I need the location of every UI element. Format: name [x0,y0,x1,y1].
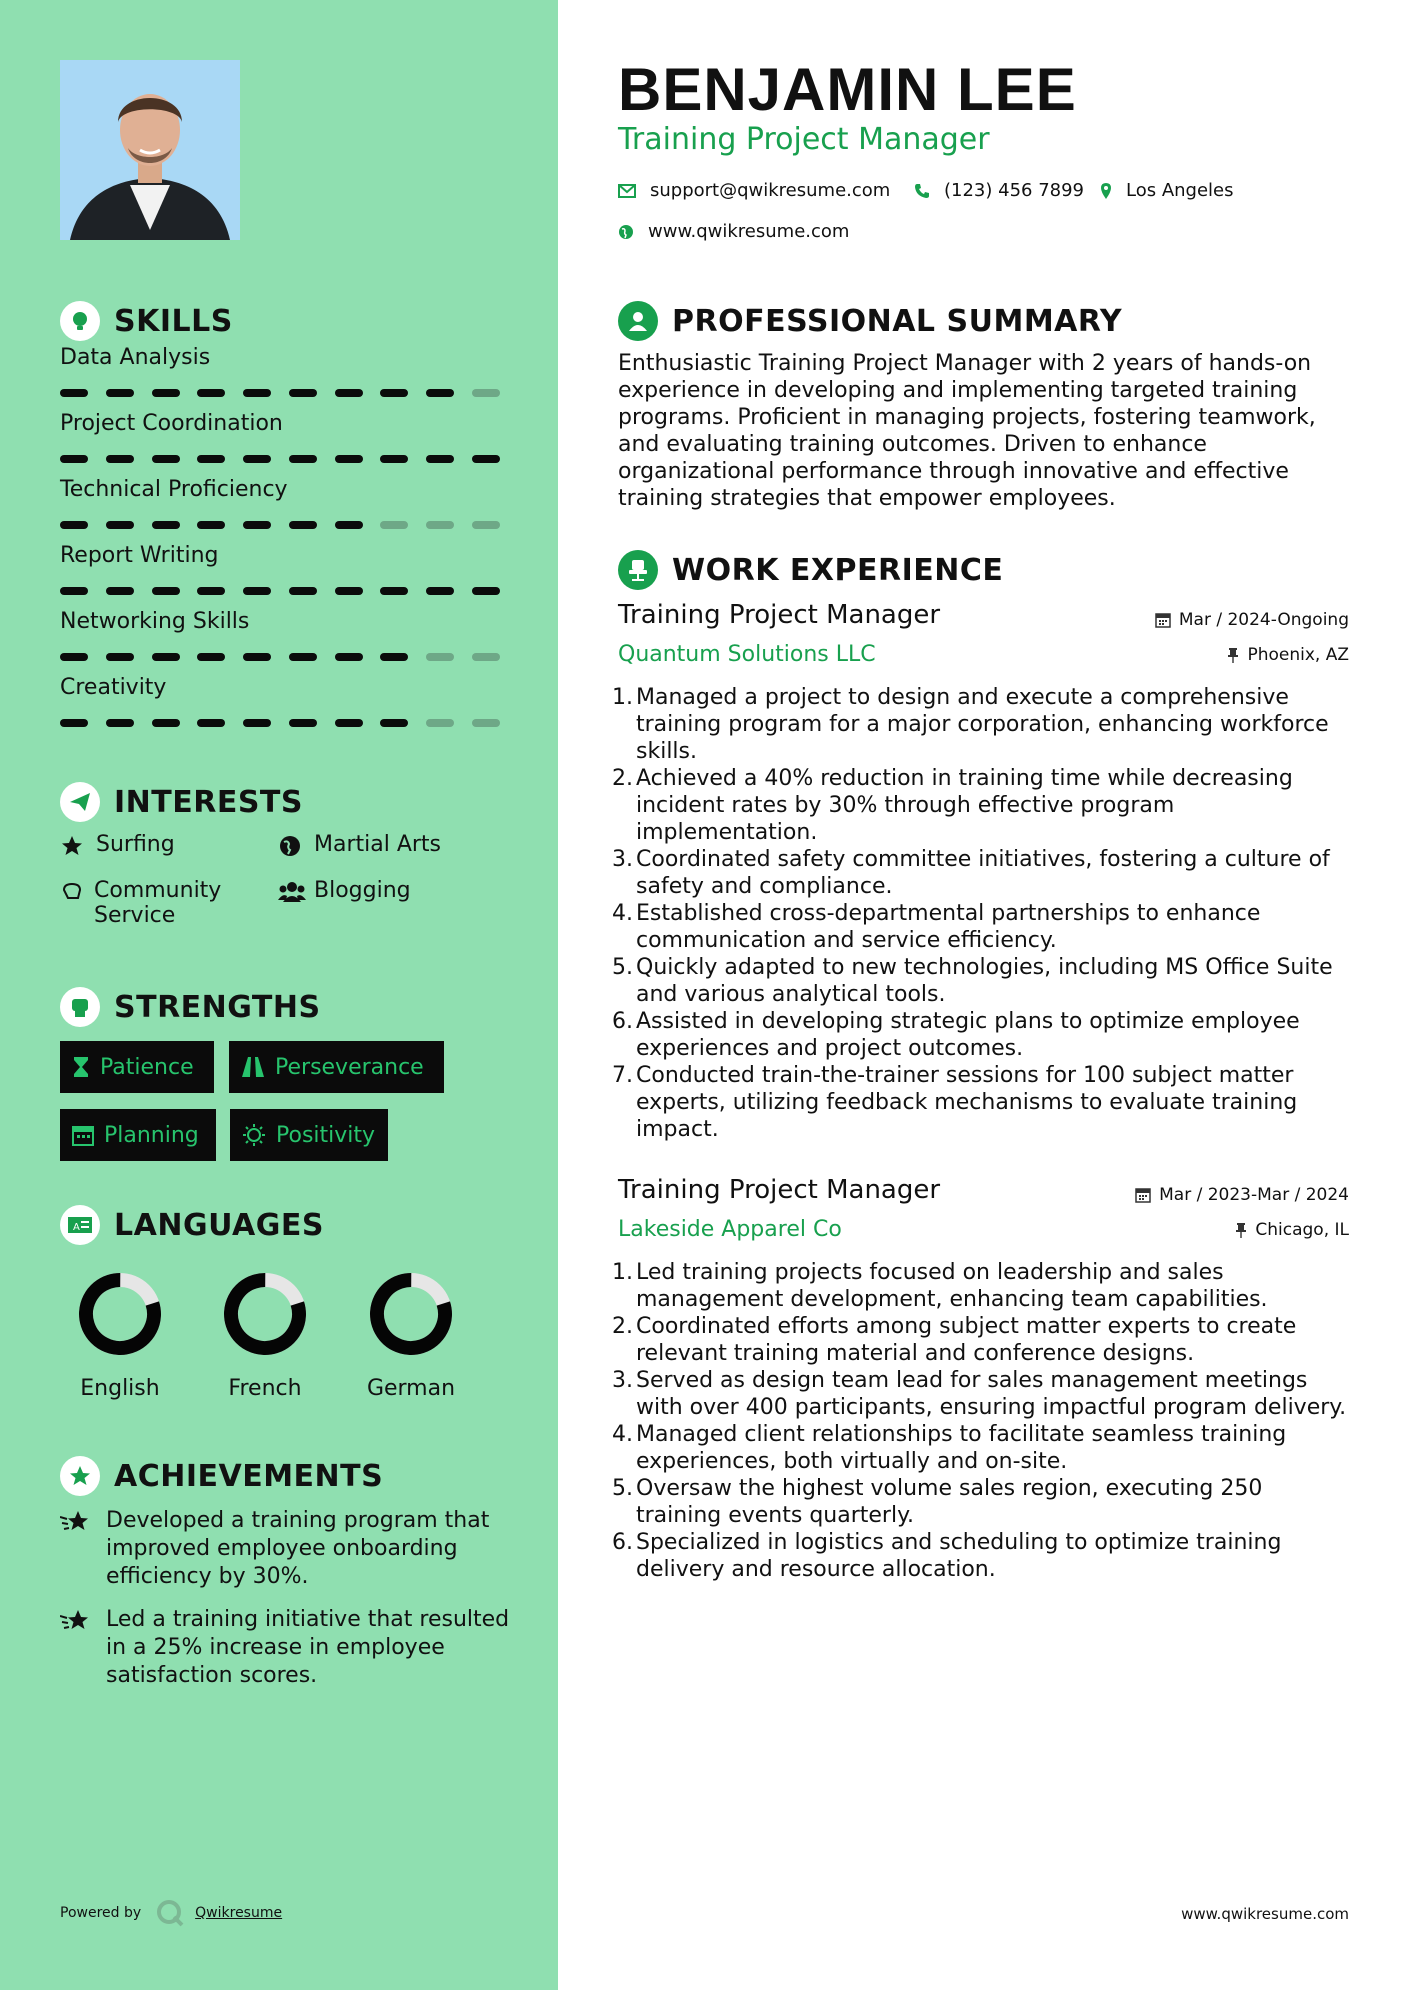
bullet-text: Led training projects focused on leadership and sales management development, enhancing team capabilities. [636,1260,1268,1312]
footer-website[interactable]: www.qwikresume.com [1181,1905,1349,1923]
powered-by [60,1898,282,1928]
bullet-number: 6. [612,1009,633,1034]
skill-name: Technical Proficiency [60,477,288,502]
rating-dash [106,521,134,529]
rating-dash [289,653,317,661]
hourglass-icon [72,1056,90,1078]
job-bullet [612,1475,1352,1529]
rating-dash [472,587,500,595]
interest-label: Blogging [314,878,411,903]
summary-header [618,301,1122,341]
strength-label: Patience [100,1054,194,1080]
job-bullet [612,1008,1352,1062]
skill-rating [60,521,500,529]
job-bullet [612,1367,1352,1421]
shooting-star-icon [60,1608,92,1690]
shooting-star-icon [60,1509,92,1591]
rating-dash [60,587,88,595]
skill-row [60,609,500,661]
job-bullet [612,684,1352,765]
skill-row [60,675,500,727]
rating-dash [335,653,363,661]
rating-dash [152,653,180,661]
language-name: French [228,1376,302,1401]
candidate-role: Training Project Manager [618,122,990,157]
job-title: Training Project Manager [618,600,941,630]
job-dates-text: Mar / 2023-Mar / 2024 [1159,1185,1349,1205]
rating-dash [106,653,134,661]
interest-item [60,878,250,928]
globe-icon [618,224,634,240]
skill-row [60,411,500,463]
envelope-icon [618,184,636,198]
job-bullets [612,684,1352,1143]
bullet-number: 5. [612,1476,633,1501]
rating-dash [289,455,317,463]
bullet-number: 7. [612,1063,633,1088]
bullet-number: 1. [612,685,633,710]
contact-location [1100,180,1234,201]
sun-icon [242,1123,266,1147]
rating-dash [472,389,500,397]
rating-dash [289,389,317,397]
skill-row [60,477,500,529]
rating-dash [335,521,363,529]
rating-dash [335,587,363,595]
strength-badge [230,1109,388,1161]
job-location-text: Chicago, IL [1255,1220,1349,1240]
fist-icon [60,987,100,1027]
languages-header [60,1205,324,1245]
bullet-text: Managed a project to design and execute a comprehensive training program for a major corporation, enhancing workforce skills. [636,685,1329,764]
contact-website [618,221,849,242]
bullet-number: 4. [612,901,633,926]
bullet-text: Served as design team lead for sales management meetings with over 400 participants, ensuring impactful program delivery. [636,1368,1347,1420]
skill-rating [60,389,500,397]
job-title: Training Project Manager [618,1175,941,1205]
language-item [205,1270,325,1401]
skill-name: Data Analysis [60,345,211,370]
skill-rating [60,587,500,595]
rating-dash [197,587,225,595]
job-location [1235,1220,1349,1240]
experience-header [618,550,1003,590]
job-location [1227,645,1349,665]
rating-dash [472,653,500,661]
rating-dash [289,587,317,595]
language-name: German [366,1376,456,1401]
skill-row [60,543,500,595]
qwikresume-logo-icon [155,1898,185,1928]
summary-text: Enthusiastic Training Project Manager with 2 years of hands-on experience in developing and implementing targeted training programs. Proficient in managing projects, fostering teamwork, and evaluating training outcomes. Driven to enhance organizational performance through innovative and effective training strategies that empower employees. [618,351,1316,511]
interest-label: Martial Arts [314,832,442,857]
phone-icon [914,183,930,199]
rating-dash [335,389,363,397]
lightbulb-icon [60,301,100,341]
profile-photo [60,60,240,240]
contact-phone [914,180,1084,201]
rating-dash [243,653,271,661]
map-pin-icon [1100,182,1112,200]
bullet-number: 1. [612,1260,633,1285]
job-bullet [612,1421,1352,1475]
rating-dash [472,719,500,727]
pushpin-icon [1235,1222,1247,1238]
strength-label: Perseverance [275,1054,424,1080]
bullet-text: Coordinated efforts among subject matter experts to create relevant training material and conference designs. [636,1314,1297,1366]
skill-rating [60,455,500,463]
strengths-title: STRENGTHS [114,989,321,1025]
rating-dash [243,389,271,397]
rating-dash [380,719,408,727]
contact-email [618,180,890,201]
rating-dash [426,389,454,397]
interest-item [278,832,441,860]
rating-dash [380,455,408,463]
candidate-name: BENJAMIN LEE [618,56,1077,123]
bullet-number: 3. [612,847,633,872]
achievement-item [60,1507,510,1591]
bullet-number: 2. [612,766,633,791]
rating-dash [289,521,317,529]
bullet-text: Established cross-departmental partnerships to enhance communication and service efficiency. [636,901,1261,953]
rating-dash [152,521,180,529]
job-bullets [612,1259,1352,1583]
rating-dash [380,587,408,595]
rating-dash [197,653,225,661]
qwikresume-link[interactable]: Qwikresume [195,1905,283,1921]
rating-dash [152,389,180,397]
bullet-number: 6. [612,1530,633,1555]
language-name: English [80,1376,160,1401]
bullet-text: Oversaw the highest volume sales region, executing 250 training events quarterly. [636,1476,1263,1528]
job-bullet [612,1062,1352,1143]
job-bullet [612,1529,1352,1583]
rating-dash [60,455,88,463]
skill-name: Networking Skills [60,609,250,634]
calendar-icon [1135,1187,1151,1203]
achievement-text: Led a training initiative that resulted in a 25% increase in employee satisfaction scores. [106,1607,510,1688]
language-proficiency-ring [367,1270,455,1358]
office-chair-icon [618,550,658,590]
skills-title: SKILLS [114,303,233,339]
bullet-number: 2. [612,1314,633,1339]
rating-dash [243,521,271,529]
language-proficiency-ring [76,1270,164,1358]
language-item [60,1270,180,1401]
bullet-text: Achieved a 40% reduction in training time while decreasing incident rates by 30% through effective program implementation. [636,766,1293,845]
rating-dash [106,455,134,463]
job-dates [1155,610,1349,630]
rating-dash [243,455,271,463]
rating-dash [335,719,363,727]
user-icon [618,301,658,341]
skill-name: Creativity [60,675,167,700]
location-text: Los Angeles [1126,180,1234,201]
rating-dash [380,389,408,397]
skills-header [60,301,233,341]
achievements-header [60,1456,383,1496]
skill-rating [60,719,500,727]
rating-dash [243,587,271,595]
rating-dash [335,455,363,463]
rating-dash [426,455,454,463]
bullet-text: Quickly adapted to new technologies, including MS Office Suite and various analytical tools. [636,955,1333,1007]
rating-dash [197,521,225,529]
language-item [351,1270,471,1401]
svg-text:A: A [73,1222,80,1233]
email-text[interactable]: support@qwikresume.com [650,180,891,201]
experience-title: WORK EXPERIENCE [672,552,1004,588]
bullet-text: Conducted train-the-trainer sessions for 100 subject matter experts, utilizing feedback mechanisms to evaluate training impact. [636,1063,1298,1142]
rating-dash [197,719,225,727]
strength-badge [229,1041,444,1093]
users-icon [278,880,304,906]
interests-title: INTERESTS [114,784,303,820]
job-bullet [612,1259,1352,1313]
job-dates-text: Mar / 2024-Ongoing [1178,610,1349,630]
interest-label: Community Service [94,878,222,928]
phone-text[interactable]: (123) 456 7899 [944,180,1085,201]
language-proficiency-ring [221,1270,309,1358]
bullet-text: Specialized in logistics and scheduling to optimize training delivery and resource allocation. [636,1530,1282,1582]
bullet-text: Coordinated safety committee initiatives, fostering a culture of safety and compliance. [636,847,1330,899]
company-name: Lakeside Apparel Co [618,1217,842,1242]
rating-dash [426,587,454,595]
rating-dash [472,455,500,463]
ring-fill [222,1271,308,1357]
globe-icon [278,834,304,860]
interest-item [278,878,411,906]
hand-icon [60,880,84,906]
rating-dash [152,587,180,595]
rating-dash [197,389,225,397]
rating-dash [289,719,317,727]
summary-title: PROFESSIONAL SUMMARY [672,303,1123,339]
strength-label: Positivity [276,1122,376,1148]
bullet-number: 3. [612,1368,633,1393]
rating-dash [106,719,134,727]
award-icon [60,1456,100,1496]
interest-item [60,832,175,860]
rating-dash [152,455,180,463]
bullet-number: 5. [612,955,633,980]
rating-dash [60,521,88,529]
interest-label: Surfing [96,832,175,857]
rating-dash [380,653,408,661]
rating-dash [243,719,271,727]
website-text[interactable]: www.qwikresume.com [648,221,850,242]
job-dates [1135,1185,1349,1205]
ring-fill [77,1271,163,1357]
calendar-icon [72,1124,94,1146]
rating-dash [426,653,454,661]
skill-name: Report Writing [60,543,219,568]
road-icon [241,1056,265,1078]
skill-row [60,345,500,397]
rating-dash [426,521,454,529]
calendar-icon [1155,612,1171,628]
skill-rating [60,653,500,661]
achievement-item [60,1606,510,1690]
rating-dash [380,521,408,529]
rating-dash [60,389,88,397]
sidebar [0,0,558,1990]
company-name: Quantum Solutions LLC [618,642,876,667]
job-bullet [612,846,1352,900]
job-bullet [612,765,1352,846]
pushpin-icon [1227,647,1239,663]
language-icon [60,1205,100,1245]
ring-fill [368,1271,454,1357]
languages-title: LANGUAGES [114,1207,324,1243]
rating-dash [197,455,225,463]
powered-by-label: Powered by [60,1905,142,1921]
rating-dash [106,587,134,595]
strength-badge [60,1041,214,1093]
bullet-text: Assisted in developing strategic plans to optimize employee experiences and project outcomes. [636,1009,1300,1061]
paper-plane-icon [60,782,100,822]
achievement-text: Developed a training program that improved employee onboarding efficiency by 30%. [106,1508,490,1589]
rating-dash [426,719,454,727]
rating-dash [472,521,500,529]
rating-dash [106,389,134,397]
strength-label: Planning [104,1122,199,1148]
strength-badge [60,1109,216,1161]
interests-header [60,782,303,822]
bullet-text: Managed client relationships to facilitate seamless training experiences, both virtually and on-site. [636,1422,1287,1474]
job-location-text: Phoenix, AZ [1247,645,1349,665]
job-bullet [612,1313,1352,1367]
star-icon [60,834,86,860]
achievements-title: ACHIEVEMENTS [114,1458,384,1494]
bullet-number: 4. [612,1422,633,1447]
skill-name: Project Coordination [60,411,283,436]
rating-dash [60,653,88,661]
rating-dash [60,719,88,727]
strengths-header [60,987,321,1027]
job-bullet [612,954,1352,1008]
job-bullet [612,900,1352,954]
rating-dash [152,719,180,727]
